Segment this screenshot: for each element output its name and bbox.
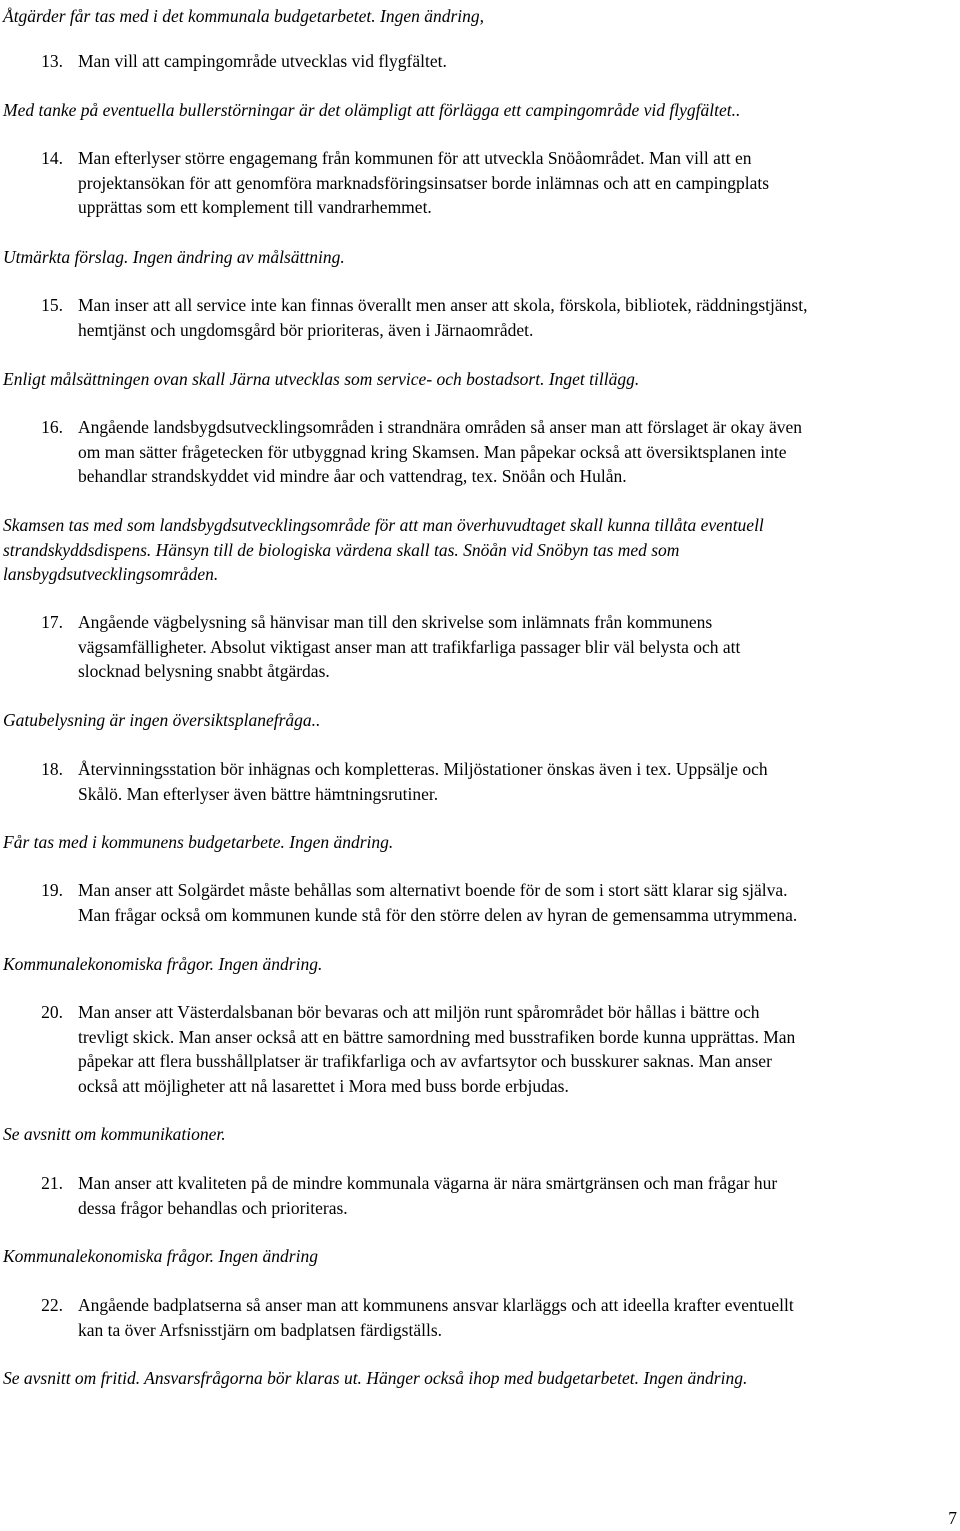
item-text: Man anser att kvaliteten på de mindre kommunala vägarna är nära smärtgränsen och man frågar hur dessa frågor behandlas och prioriteras. — [78, 1173, 778, 1218]
page-number: 7 — [948, 1508, 957, 1528]
response-text: Kommunalekonomiska frågor. Ingen ändring. — [3, 954, 323, 974]
item-text: Man anser att Västerdalsbanan bör bevaras och att miljön runt spårområdet bör hållas i bättre och trevligt skick. Man anser också att en bättre samordning med busstrafiken borde kunna upprättas. Man påpekar att flera busshållplatser är trafikfarliga och av avfartsytor och busskurer saknas. Man anser också att möjligheter att nå lasarettet i Mora med buss borde erbjudas. — [78, 1002, 796, 1096]
item-number: 20. — [41, 1002, 63, 1022]
response-text: Skamsen tas med som landsbygdsutvecklingsområde för att man överhuvudtaget skall kunna tillåta eventuell strandskyddsdispens. Hänsyn till de biologiska värdena skall tas. Snöån vid Snöbyn tas med som lansbygdsutvecklingsområden. — [3, 515, 764, 584]
response-text: Utmärkta förslag. Ingen ändring av målsättning. — [3, 247, 345, 267]
item-text: Angående landsbygdsutvecklingsområden i strandnära områden så anser man att förslaget är okay även om man sätter frågetecken för utbyggnad kring Skamsen. Man påpekar också att översiktsplanen inte behandlar strandskyddet vid mindre åar och vattendrag, tex. Snöån och Hulån. — [78, 417, 803, 486]
item-text: Man vill att campingområde utvecklas vid flygfältet. — [78, 51, 447, 71]
item-number: 13. — [41, 51, 63, 71]
response-text: Gatubelysning är ingen översiktsplanefråga.. — [3, 710, 321, 730]
item-number: 16. — [41, 417, 63, 437]
item-text: Angående badplatserna så anser man att kommunens ansvar klarläggs och att ideella krafter eventuellt kan ta över Arfsnisstjärn om badplatsen färdigställs. — [78, 1295, 794, 1340]
response-text: Med tanke på eventuella bullerstörningar är det olämpligt att förlägga ett campingområde vid flygfältet.. — [3, 100, 741, 120]
item-text: Man efterlyser större engagemang från kommunen för att utveckla Snöåområdet. Man vill att en projektansökan för att genomföra marknadsföringsinsatser borde inlämnas och att en campingplats upprättas som ett komplement till vandrarhemmet. — [78, 148, 770, 217]
item-number: 19. — [41, 880, 63, 900]
item-number: 22. — [41, 1295, 63, 1315]
item-number: 17. — [41, 612, 63, 632]
response-text: Åtgärder får tas med i det kommunala budgetarbetet. Ingen ändring, — [3, 6, 485, 26]
item-text: Man anser att Solgärdet måste behållas som alternativt boende för de som i stort sätt klarar sig själva. Man frågar också om kommunen kunde stå för den större delen av hyran de gemensamma utrymmena. — [78, 880, 798, 925]
response-text: Enligt målsättningen ovan skall Järna utvecklas som service- och bostadsort. Inget tillägg. — [3, 369, 640, 389]
item-number: 15. — [41, 295, 63, 315]
response-text: Se avsnitt om fritid. Ansvarsfrågorna bör klaras ut. Hänger också ihop med budgetarbetet. Ingen ändring. — [3, 1368, 748, 1388]
item-text: Återvinningsstation bör inhägnas och kompletteras. Miljöstationer önskas även i tex. Uppsälje och Skålö. Man efterlyser även bättre hämtningsrutiner. — [78, 759, 768, 804]
response-text: Se avsnitt om kommunikationer. — [3, 1124, 226, 1144]
item-number: 14. — [41, 148, 63, 168]
item-text: Angående vägbelysning så hänvisar man till den skrivelse som inlämnats från kommunens vägsamfälligheter. Absolut viktigast anser man att trafikfarliga passager blir väl belysta och att slocknad belysning snabbt åtgärdas. — [78, 612, 741, 681]
item-number: 21. — [41, 1173, 63, 1193]
response-text: Får tas med i kommunens budgetarbete. Ingen ändring. — [3, 832, 394, 852]
item-text: Man inser att all service inte kan finnas överallt men anser att skola, förskola, bibliotek, räddningstjänst, hemtjänst och ungdomsgård bör prioriteras, även i Järnaområdet. — [78, 295, 808, 340]
response-text: Kommunalekonomiska frågor. Ingen ändring — [3, 1246, 318, 1266]
item-number: 18. — [41, 759, 63, 779]
